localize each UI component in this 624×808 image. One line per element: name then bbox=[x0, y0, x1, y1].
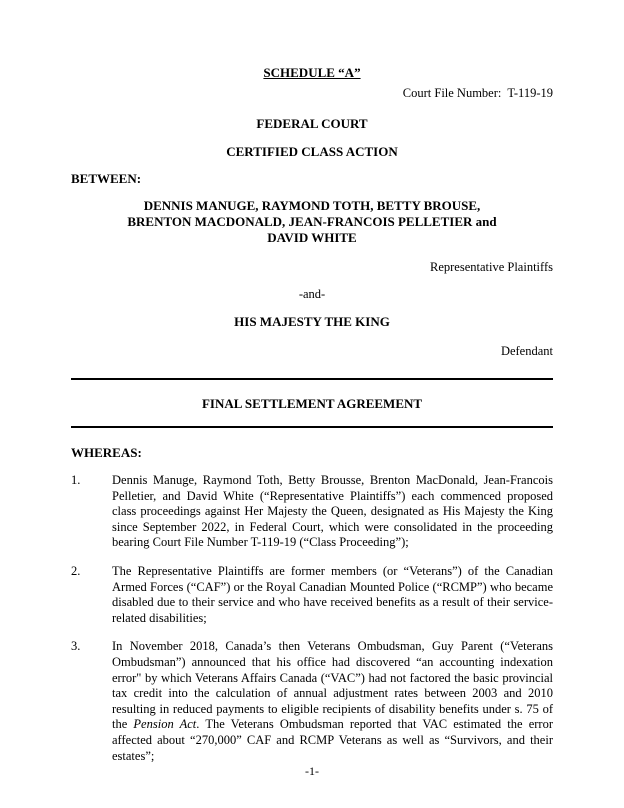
clause-2-text bbox=[112, 564, 553, 626]
clause-3-text bbox=[112, 639, 553, 764]
plaintiffs-names: DENNIS MANUGE, RAYMOND TOTH, BETTY BROUSE, BRENTON MACDONALD, JEAN-FRANCOIS PELLETIER and DAVID WHITE bbox=[127, 198, 497, 245]
clause-1-text bbox=[112, 473, 553, 551]
defendant-name: HIS MAJESTY THE KING bbox=[234, 314, 390, 329]
plaintiffs-role: Representative Plaintiffs bbox=[429, 260, 553, 274]
clause-3-number: 3. bbox=[71, 639, 81, 654]
horizontal-rule-top bbox=[71, 378, 553, 380]
whereas-label: WHEREAS: bbox=[71, 445, 142, 460]
clause-2-number: 2. bbox=[71, 563, 81, 578]
action-type: CERTIFIED CLASS ACTION bbox=[226, 144, 398, 159]
clause-3-segment-after-italic: . The Veterans Ombudsman reported that VAC estimated the error affected about “270,000” CAF and RCMP Veterans as well as “Survivors, and their estates”; bbox=[112, 717, 554, 763]
document-title: FINAL SETTLEMENT AGREEMENT bbox=[201, 396, 423, 411]
clause-3-statute-name: Pension Act bbox=[133, 717, 197, 732]
between-label: BETWEEN: bbox=[71, 171, 142, 186]
clause-3-segment-before-italic: In November 2018, Canada’s then Veterans Ombudsman, Guy Parent (“Veterans Ombudsman”) announced that his office had discovered “an accounting indexation error" by which Veterans Affairs Canada (“VAC”) had not factored the basic provincial tax credit into the calculation of annual adjustment rates between 2003 and 2010 resulting in reduced payments to eligible recipients of disability benefits under s. 75 of the bbox=[112, 639, 553, 732]
horizontal-rule-bottom bbox=[71, 426, 553, 428]
clause-2-segment: The Representative Plaintiffs are former members (or “Veterans”) of the Canadian Armed Forces (“CAF”) or the Royal Canadian Mounted Police (“RCMP”) who became disabled due to their service and who have received benefits as a result of their service-related disabilities; bbox=[112, 563, 553, 625]
clause-1 bbox=[71, 473, 553, 551]
court-name: FEDERAL COURT bbox=[256, 116, 368, 131]
court-file-number: Court File Number: T-119-19 bbox=[402, 86, 553, 100]
defendant-role: Defendant bbox=[500, 344, 553, 358]
clause-1-number: 1. bbox=[71, 473, 81, 487]
page-number: -1- bbox=[305, 764, 319, 778]
clause-2 bbox=[71, 564, 553, 626]
schedule-title-row bbox=[71, 0, 553, 80]
clause-3 bbox=[71, 639, 553, 764]
schedule-title: SCHEDULE “A” bbox=[263, 65, 361, 80]
clause-1-segment: Dennis Manuge, Raymond Toth, Betty Brousse, Brenton MacDonald, Jean-Francois Pelletier, and David White (“Representative Plaintiffs”) each commenced proposed class proceedings against Her Majesty the Queen, designated as His Majesty the King since September 2022, in Federal Court, which were consolidated in the proceeding bearing Court File Number T-119-19 (“Class Proceeding”); bbox=[112, 473, 553, 550]
and-separator: -and- bbox=[298, 287, 326, 301]
page-content bbox=[71, 0, 553, 764]
